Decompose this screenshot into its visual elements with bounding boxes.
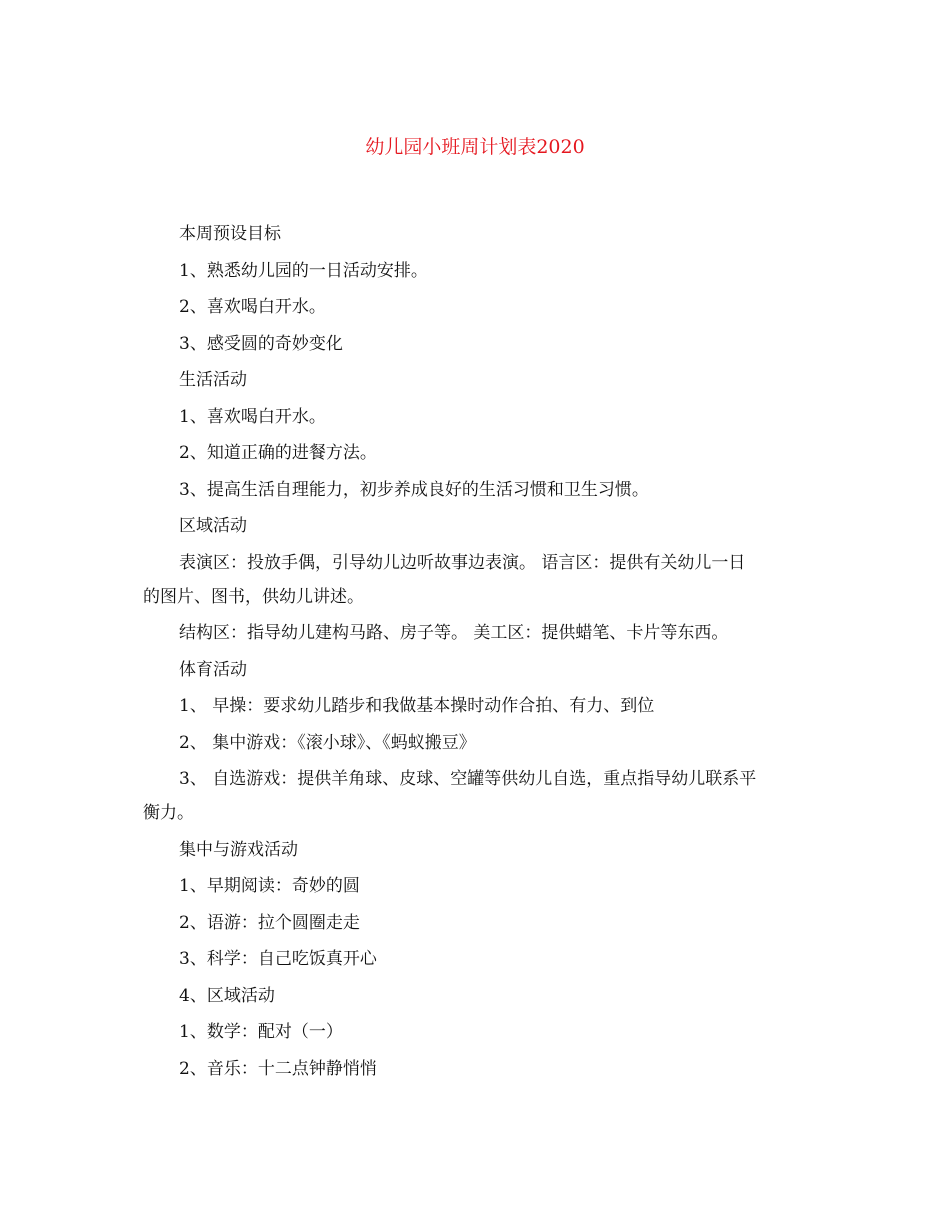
sports-item-2: 2、 集中游戏：《滚小球》、《蚂蚁搬豆》	[179, 732, 476, 753]
area-paragraph-1-line-1: 表演区：投放手偶，引导幼儿边听故事边表演。 语言区：提供有关幼儿一日	[179, 552, 746, 573]
section-heading-daily-life: 生活活动	[179, 370, 247, 390]
subgroup-item-2: 2、音乐：十二点钟静悄悄	[179, 1058, 377, 1079]
area-paragraph-2: 结构区：指导幼儿建构马路、房子等。 美工区：提供蜡笔、卡片等东西。	[179, 623, 729, 643]
group-item-4: 4、区域活动	[179, 985, 275, 1006]
group-item-1: 1、早期阅读：奇妙的圆	[179, 876, 360, 896]
section-heading-sports: 体育活动	[179, 659, 247, 680]
document-title: 幼儿园小班周计划表2020	[365, 136, 585, 158]
area-paragraph-1-line-2: 的图片、图书，供幼儿讲述。	[143, 586, 364, 607]
life-item-2: 2、知道正确的进餐方法。	[179, 443, 377, 463]
group-item-3: 3、科学：自己吃饭真开心	[179, 949, 377, 969]
section-heading-group-games: 集中与游戏活动	[179, 839, 298, 860]
sports-item-3-line-2: 衡力。	[143, 803, 194, 823]
life-item-3: 3、提高生活自理能力，初步养成良好的生活习惯和卫生习惯。	[179, 479, 649, 500]
group-item-2: 2、语游：拉个圆圈走走	[179, 912, 360, 933]
goal-item-1: 1、熟悉幼儿园的一日活动安排。	[179, 260, 428, 281]
goal-item-3: 3、感受圆的奇妙变化	[179, 333, 343, 354]
section-heading-area-activities: 区域活动	[179, 516, 247, 536]
goal-item-2: 2、喜欢喝白开水。	[179, 297, 326, 317]
sports-item-1: 1、 早操：要求幼儿踏步和我做基本操时动作合拍、有力、到位	[179, 696, 655, 716]
document-body	[143, 219, 811, 1090]
life-item-1: 1、喜欢喝白开水。	[179, 406, 326, 427]
subgroup-item-1: 1、数学：配对（一）	[179, 1022, 343, 1042]
section-heading-weekly-goals: 本周预设目标	[179, 224, 281, 244]
sports-item-3-line-1: 3、 自选游戏：提供羊角球、皮球、空罐等供幼儿自选，重点指导幼儿联系平	[179, 769, 757, 789]
